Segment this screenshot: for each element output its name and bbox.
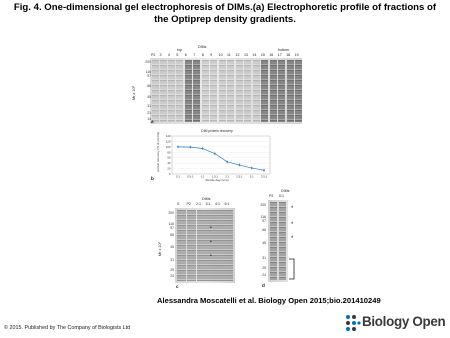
x-tick-label: 2.5:1 xyxy=(236,174,243,179)
label-item: 4:1 xyxy=(215,202,220,206)
band-marker: • xyxy=(210,253,212,259)
mw-axis-label: Mr x 10³ xyxy=(132,86,136,100)
label-item: P2 xyxy=(269,194,274,198)
label-item: 10 xyxy=(218,53,223,57)
gel-image-d xyxy=(268,200,288,282)
label-item: 4 xyxy=(167,53,170,57)
x-tick-label: 1:1 xyxy=(200,174,205,179)
data-point xyxy=(214,153,216,155)
label-item: 13 xyxy=(243,53,248,57)
label-item: 14 xyxy=(252,53,257,57)
dims-label: DIMs xyxy=(198,45,207,49)
label-item: 9 xyxy=(210,53,213,57)
label-item: 97 xyxy=(147,74,151,78)
data-point xyxy=(239,164,241,166)
dims-label-d: DIMs xyxy=(281,189,290,193)
label-item: 15 xyxy=(260,53,265,57)
bottom-label: bottom xyxy=(278,48,289,52)
label-item: 116 xyxy=(145,70,151,74)
y-tick-label: 0 xyxy=(168,172,171,176)
label-item: 97 xyxy=(262,219,266,223)
label-item: 29 xyxy=(170,268,174,272)
band-marker: • xyxy=(210,225,212,231)
x-tick-label: 0:1 xyxy=(176,174,180,179)
label-item: 66 xyxy=(262,228,266,232)
citation: Alessandra Moscatelli et al. Biology Open 2015;bio.201410249 xyxy=(157,296,381,305)
label-item: 31 xyxy=(147,104,151,108)
label-item: 45 xyxy=(262,241,266,245)
chart-title: DIM protein recovery xyxy=(201,129,233,133)
label-item: P2 xyxy=(151,53,156,57)
band-marker: • xyxy=(210,239,212,245)
data-point xyxy=(226,161,228,163)
label-item: 7 xyxy=(193,53,196,57)
label-item: 3 xyxy=(159,53,162,57)
publisher-name: Biology Open xyxy=(362,314,446,329)
y-tick-label: 20 xyxy=(167,166,171,171)
panel-label-b: b xyxy=(151,176,154,181)
x-tick-label: 3:1 xyxy=(249,174,254,179)
gel-image-c xyxy=(175,208,235,283)
gel-image-a xyxy=(150,58,302,124)
dims-label-c: DIMs xyxy=(202,197,211,201)
y-tick-label: 120 xyxy=(165,139,171,144)
logo-dots-icon xyxy=(345,314,361,332)
label-item: 0:1 xyxy=(279,194,284,198)
label-item: 200 xyxy=(260,203,266,207)
label-item: 11 xyxy=(227,53,231,57)
chart-svg xyxy=(158,128,276,182)
data-point xyxy=(251,167,253,169)
publisher-logo xyxy=(345,311,449,335)
label-item: 97 xyxy=(170,226,174,230)
x-tick-label: 3.5:1 xyxy=(260,174,268,179)
data-point xyxy=(177,146,179,148)
label-item: 29 xyxy=(262,266,266,270)
panel-label-a: a xyxy=(151,119,154,124)
panel-label-d: d xyxy=(262,283,265,288)
x-tick-label: 2:1 xyxy=(225,174,230,179)
figure-title: Fig. 4. One-dimensional gel electrophoresis of DIMs.(a) Electrophoretic profile of fractions of the Optiprep density gradients. xyxy=(13,2,437,25)
label-item: 66 xyxy=(170,233,174,237)
y-tick-label: 60 xyxy=(167,155,171,160)
label-item: 16 xyxy=(269,53,274,57)
label-item: 200 xyxy=(168,211,174,215)
y-tick-label: 40 xyxy=(167,161,171,166)
label-item: 18 xyxy=(286,53,291,57)
y-tick-label: 140 xyxy=(165,134,171,138)
data-point xyxy=(263,169,265,171)
data-point xyxy=(202,148,204,150)
label-item: 31 xyxy=(262,256,266,260)
label-item: 116 xyxy=(168,222,174,226)
mw-axis-label-c: Mr x 10³ xyxy=(158,242,162,256)
y-tick-label: 80 xyxy=(167,150,171,155)
copyright-notice: © 2015. Published by The Company of Biologists Ltd xyxy=(4,325,131,331)
x-tick-label: 0.5:1 xyxy=(187,174,194,179)
label-item: 2:1 xyxy=(196,202,201,206)
band-marker: * xyxy=(291,206,294,212)
panel-label-c: c xyxy=(176,284,179,289)
label-item: 3:1 xyxy=(205,202,211,206)
bracket-icon xyxy=(288,258,296,280)
y-tick-label: 100 xyxy=(165,144,171,149)
label-item: 31 xyxy=(170,258,174,262)
label-item: 5:1 xyxy=(224,202,230,206)
label-item: 17 xyxy=(277,53,282,57)
x-tick-label: 1.5:1 xyxy=(211,174,218,179)
chart-ylabel: protein recovery (% of control) xyxy=(156,131,160,172)
label-item: 45 xyxy=(170,245,174,249)
series-line xyxy=(178,147,264,170)
label-item: P2 xyxy=(186,202,191,206)
top-label: top xyxy=(177,48,182,52)
label-item: 66 xyxy=(147,84,151,88)
band-marker: * xyxy=(291,222,294,228)
chart-plot-area xyxy=(172,136,270,174)
label-item: 14 xyxy=(147,117,151,121)
label-item: 24 xyxy=(262,273,266,277)
chart-xlabel: Sterols:Asp (w:w) xyxy=(205,178,229,182)
label-item: 12 xyxy=(235,53,240,57)
label-item: 200 xyxy=(145,60,151,64)
label-item: 8 xyxy=(201,53,204,57)
label-item: 24 xyxy=(170,274,174,278)
label-item: 5 xyxy=(176,53,179,57)
band-marker: * xyxy=(291,236,294,242)
label-item: S xyxy=(177,202,180,206)
label-item: 6 xyxy=(184,53,187,57)
label-item: 19 xyxy=(294,53,299,57)
label-item: 116 xyxy=(260,215,266,219)
data-point xyxy=(189,146,191,148)
panel-b-chart xyxy=(158,128,276,182)
label-item: 45 xyxy=(147,95,151,99)
label-item: 21 xyxy=(147,111,151,115)
